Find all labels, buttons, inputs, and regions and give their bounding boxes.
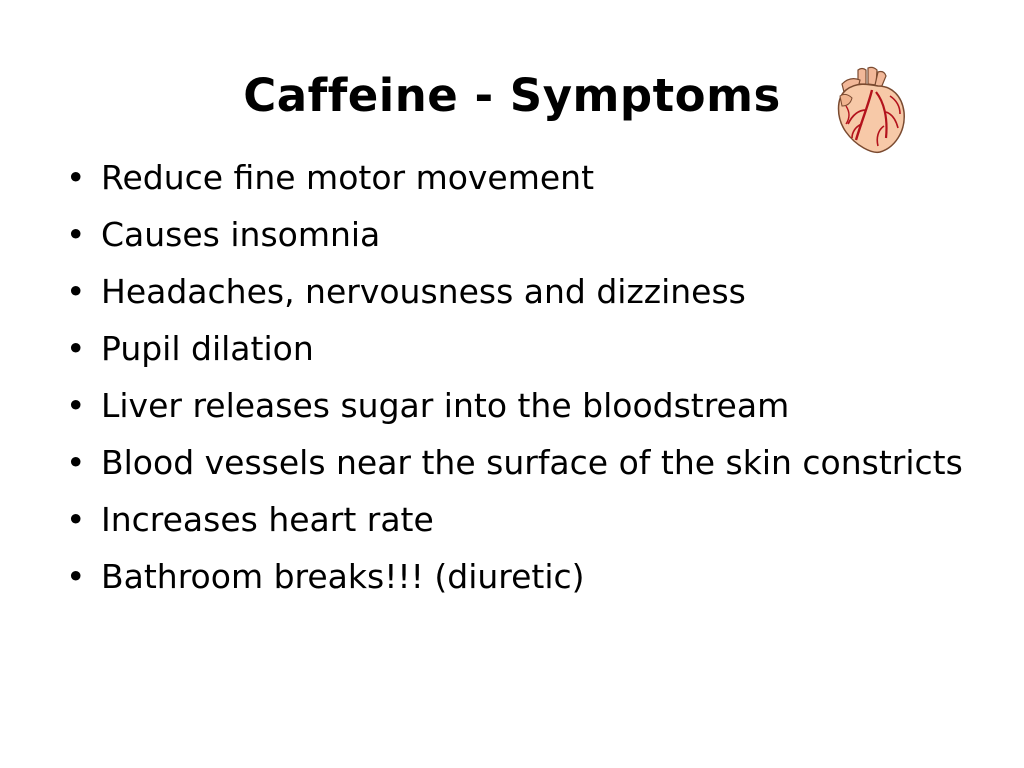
list-item — [66, 267, 966, 317]
bullet-glyph: • — [66, 557, 86, 596]
list-item-text: Blood vessels near the surface of the skin constricts — [101, 443, 963, 482]
list-item — [66, 210, 966, 260]
bullet-glyph: • — [66, 215, 86, 254]
list-item-text: Headaches, nervousness and dizziness — [101, 272, 746, 311]
bullet-glyph: • — [66, 329, 86, 368]
symptom-list — [66, 153, 966, 609]
list-item — [66, 324, 966, 374]
list-item — [66, 495, 966, 545]
list-item-text: Pupil dilation — [101, 329, 314, 368]
bullet-glyph: • — [66, 272, 86, 311]
list-item-text: Liver releases sugar into the bloodstream — [101, 386, 790, 425]
slide-title: Caffeine - Symptoms — [243, 69, 781, 122]
list-item-text: Reduce fine motor movement — [101, 158, 595, 197]
list-item — [66, 381, 966, 431]
bullet-glyph: • — [66, 443, 86, 482]
list-item-text: Increases heart rate — [101, 500, 434, 539]
bullet-glyph: • — [66, 158, 86, 197]
bullet-glyph: • — [66, 386, 86, 425]
list-item — [66, 153, 966, 203]
list-item-text: Bathroom breaks!!! (diuretic) — [101, 557, 585, 596]
list-item — [66, 552, 966, 602]
heart-clipart-icon — [832, 66, 908, 154]
list-item — [66, 438, 966, 488]
list-item-text: Causes insomnia — [101, 215, 381, 254]
bullet-glyph: • — [66, 500, 86, 539]
